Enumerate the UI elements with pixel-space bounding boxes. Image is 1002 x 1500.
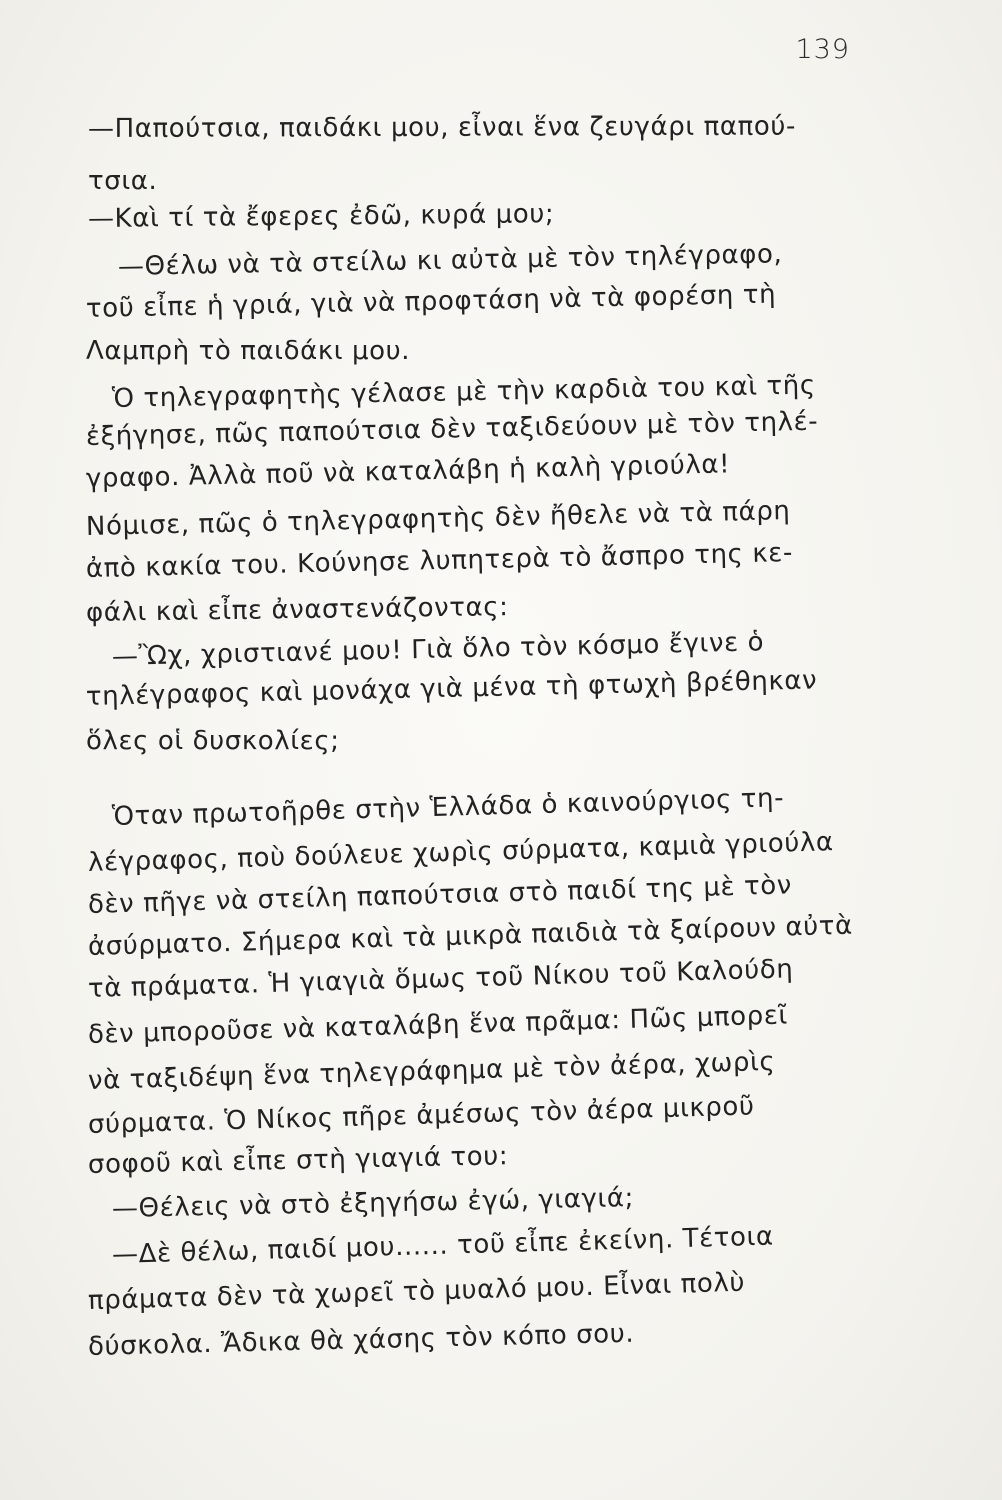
text-line: Ὁ τηλεγραφητὴς γέλασε μὲ τὴν καρδιὰ του καὶ τῆς <box>111 370 816 414</box>
text-line: ἐξήγησε, πῶς παπούτσια δὲν ταξιδεύουν μὲ τὸν τηλέ- <box>85 406 819 452</box>
text-line: τοῦ εἶπε ἡ γριά, γιὰ νὰ προφτάση νὰ τὰ φορέση τὴ <box>85 279 777 324</box>
text-line: πράματα δὲν τὰ χωρεῖ τὸ μυαλό μου. Εἶναι πολὺ <box>87 1267 746 1316</box>
text-line: σύρματα. Ὁ Νίκος πῆρε ἀμέσως τὸν ἀέρα μικροῦ <box>87 1091 755 1140</box>
text-line: —Καὶ τί τὰ ἔφερες ἐδῶ, κυρά μου; <box>87 199 555 234</box>
page-number: 139 <box>795 34 850 65</box>
text-line: λέγραφος, ποὺ δούλευε χωρὶς σύρματα, καμιὰ γριούλα <box>87 827 835 878</box>
text-line: ἀσύρματο. Σήμερα καὶ τὰ μικρὰ παιδιὰ τὰ ξαίρουν αὐτὰ <box>87 910 854 962</box>
text-line: φάλι καὶ εἶπε ἀναστενάζοντας: <box>85 592 509 628</box>
text-line: Νόμισε, πῶς ὁ τηλεγραφητὴς δὲν ἤθελε νὰ τὰ πάρη <box>85 496 791 542</box>
text-line: δύσκολα. Ἄδικα θὰ χάσης τὸν κόπο σου. <box>87 1318 635 1362</box>
text-line: —Ὢχ, χριστιανέ μου! Γιὰ ὅλο τὸν κόσμο ἔγινε ὁ <box>111 627 765 672</box>
text-line: γραφο. Ἀλλὰ ποῦ νὰ καταλάβη ἡ καλὴ γριούλα! <box>85 449 731 494</box>
text-line: ἀπὸ κακία του. Κούνησε λυπητερὰ τὸ ἄσπρο της κε- <box>85 537 794 584</box>
text-line: Ὁταν πρωτοῆρθε στὴν Ἑλλάδα ὁ καινούργιος τη- <box>111 783 785 832</box>
text-line: νὰ ταξιδέψη ἕνα τηλεγράφημα μὲ τὸν ἀέρα, χωρὶς <box>87 1046 776 1096</box>
text-line: σοφοῦ καὶ εἶπε στὴ γιαγιά του: <box>87 1141 509 1180</box>
text-line: —Θέλεις νὰ στὸ ἐξηγήσω ἐγώ, γιαγιά; <box>111 1183 635 1224</box>
text-line: δὲν μποροῦσε νὰ καταλάβη ἕνα πρᾶμα: Πῶς μπορεῖ <box>87 1000 789 1050</box>
text-line: δὲν πῆγε νὰ στείλη παπούτσια στὸ παιδί της μὲ τὸν <box>87 870 793 920</box>
text-line: —Παπούτσια, παιδάκι μου, εἶναι ἕνα ζευγάρι παπού- <box>87 111 797 144</box>
text-line: —Δὲ θέλω, παιδί μου...... τοῦ εἶπε ἐκείνη. Τέτοια <box>111 1221 775 1270</box>
text-line: ὅλες οἱ δυσκολίες; <box>86 726 340 756</box>
text-line: τὰ πράματα. Ἡ γιαγιὰ ὅμως τοῦ Νίκου τοῦ Καλούδη <box>87 954 794 1004</box>
text-line: τηλέγραφος καὶ μονάχα γιὰ μένα τὴ φτωχὴ βρέθηκαν <box>85 665 818 712</box>
text-line: τσια. <box>88 166 158 196</box>
text-line: Λαμπρὴ τὸ παιδάκι μου. <box>86 336 411 366</box>
text-line: —Θέλω νὰ τὰ στείλω κι αὐτὰ μὲ τὸν τηλέγραφο, <box>117 239 783 282</box>
